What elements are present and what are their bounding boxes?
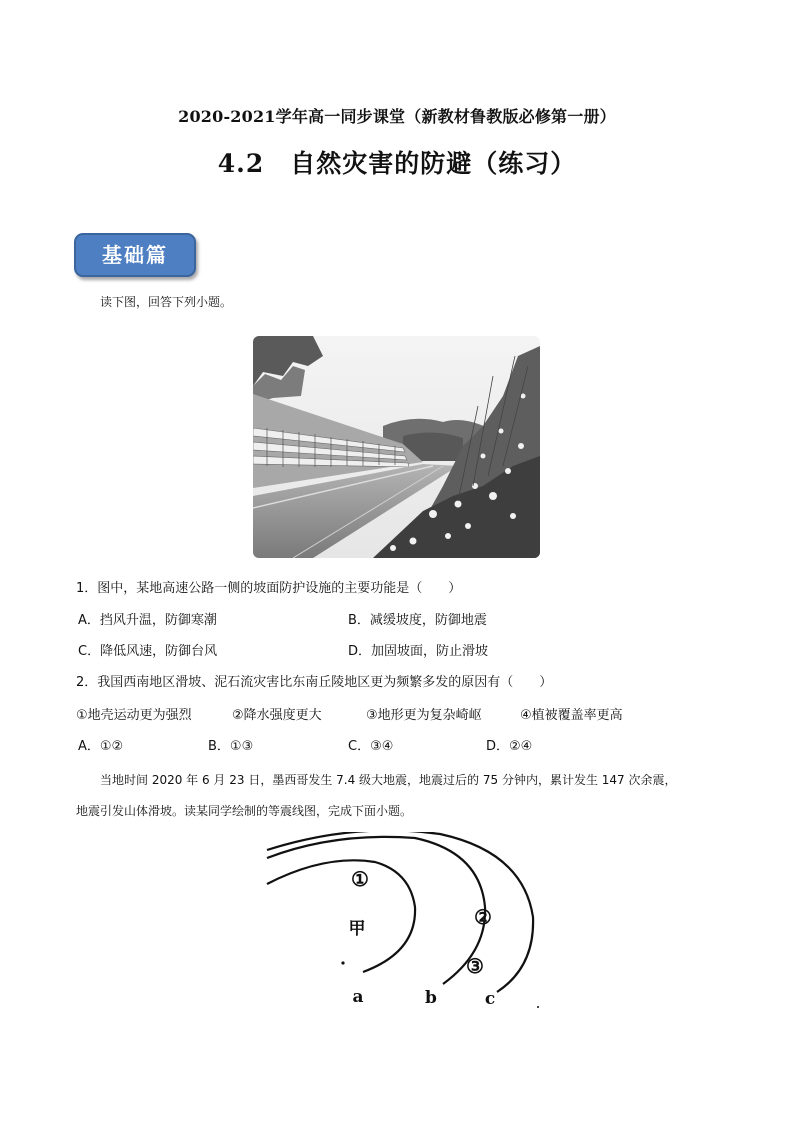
section-badge: 基础篇 xyxy=(74,233,196,277)
q2-option-d: D．②④ xyxy=(486,739,533,754)
intro-text: 读下图，回答下列小题。 xyxy=(100,295,233,309)
isoseismal-line-c xyxy=(267,832,533,992)
isoseismal-line-a xyxy=(267,860,415,972)
line-label-b: b xyxy=(425,988,437,1008)
q2-option-c: C．③④ xyxy=(348,739,394,754)
isoseismal-line-b xyxy=(267,837,485,984)
q1-option-a: A．挡风升温，防御寒潮 xyxy=(78,613,217,628)
paragraph-line-2: 地震引发山体滑坡。读某同学绘制的等震线图，完成下面小题。 xyxy=(76,804,413,818)
q1-option-c: C．降低风速，防御台风 xyxy=(78,644,218,659)
q2-statement-2: ②降水强度更大 xyxy=(232,708,322,723)
paragraph-line-1: 当地时间 2020 年 6 月 23 日，墨西哥发生 7.4 级大地震，地震过后的 75 分钟内，累计发生 147 次余震， xyxy=(100,773,677,787)
q2-option-a: A．①② xyxy=(78,739,124,754)
line-label-c: c xyxy=(484,989,496,1009)
q2-statement-4: ④植被覆盖率更高 xyxy=(520,708,623,723)
q1-option-b: B．减缓坡度，防御地震 xyxy=(348,613,487,628)
document-subtitle: 2020-2021学年高一同步课堂（新教材鲁教版必修第一册） xyxy=(178,107,616,126)
q1-option-d: D．加固坡面，防止滑坡 xyxy=(348,644,489,659)
question-1-stem: 1．图中，某地高速公路一侧的坡面防护设施的主要功能是（ ） xyxy=(76,581,462,596)
circled-marker-1: ① xyxy=(351,867,369,891)
circled-marker-3: ③ xyxy=(466,954,484,978)
q2-option-b: B．①③ xyxy=(208,739,254,754)
slope-protection-photo xyxy=(253,336,540,558)
center-label-jia: 甲 xyxy=(348,919,366,939)
question-2-stem: 2．我国西南地区滑坡、泥石流灾害比东南丘陵地区更为频繁多发的原因有（ ） xyxy=(76,675,553,690)
document-title: 4.2 自然灾害的防避（练习） xyxy=(217,149,577,178)
isoseismal-diagram xyxy=(265,832,555,1017)
q2-statement-3: ③地形更为复杂崎岖 xyxy=(366,708,482,723)
line-label-a: a xyxy=(352,987,364,1007)
circled-marker-2: ② xyxy=(474,905,492,929)
q2-statement-1: ①地壳运动更为强烈 xyxy=(76,708,192,723)
epicenter-dot xyxy=(341,961,344,964)
